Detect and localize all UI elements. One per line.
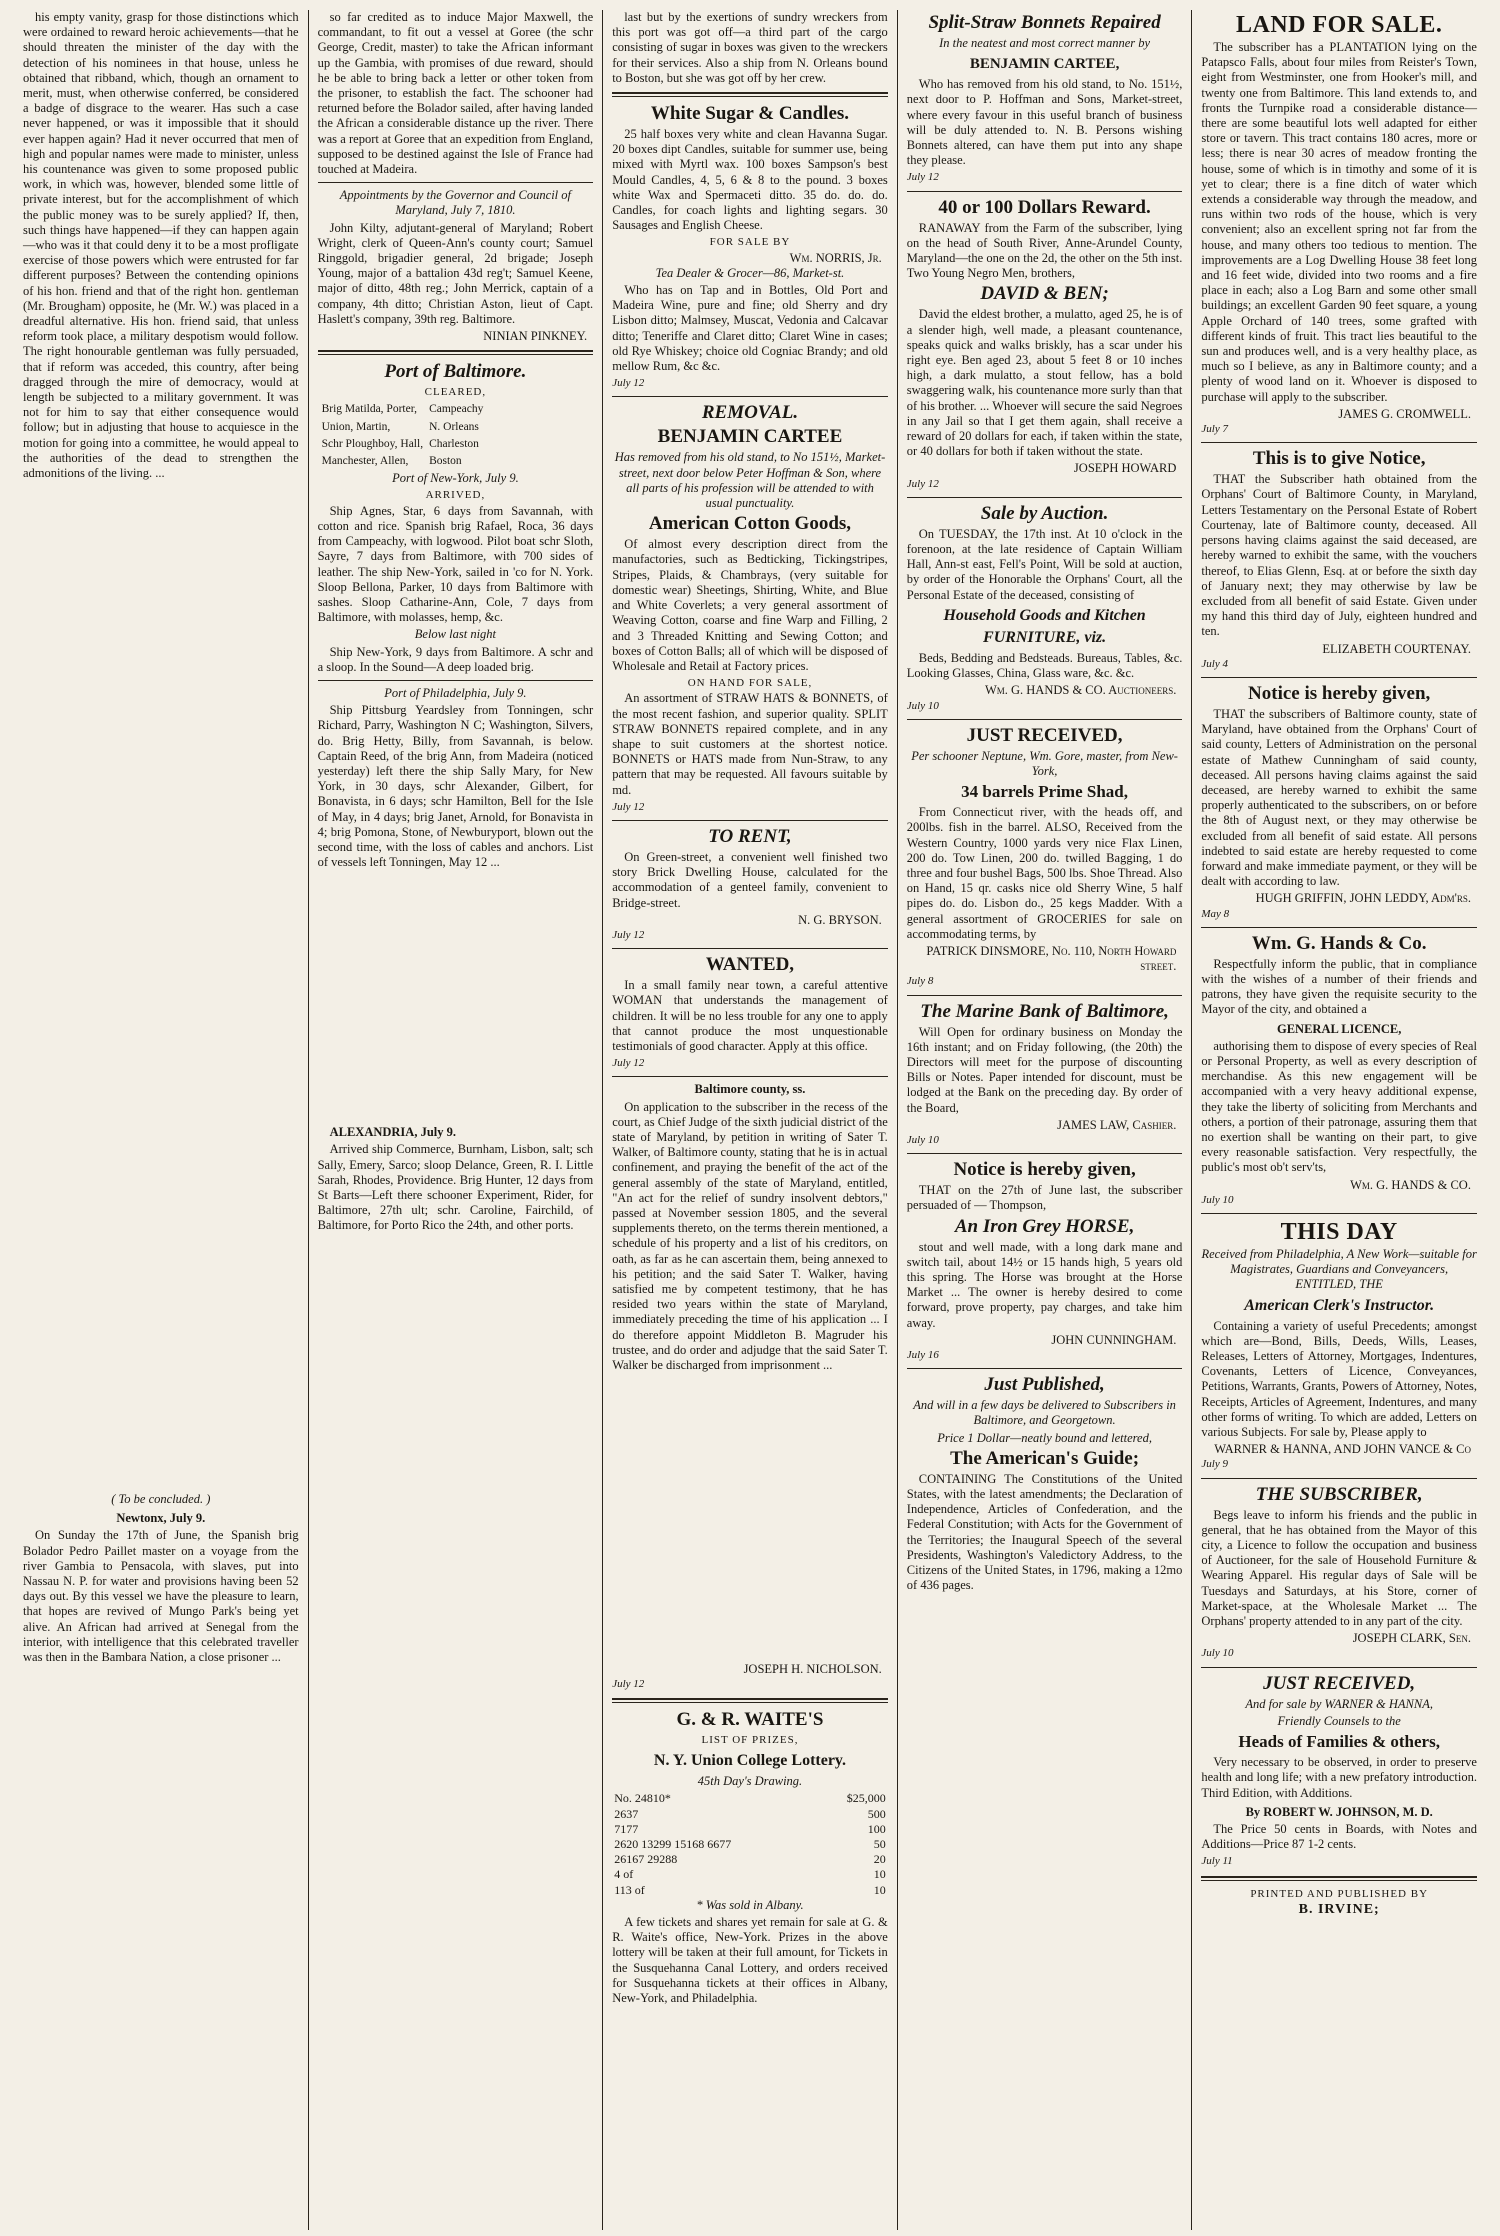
ad-date (612, 800, 888, 815)
cleared-vessels-table (318, 400, 488, 471)
arrived-label: ARRIVED, (425, 489, 486, 502)
lottery-subtitle: LIST OF PRIZES, (701, 1733, 799, 1746)
removal-name: BENJAMIN CARTEE (657, 426, 843, 448)
lottery-note: * Was sold in Albany. (696, 1897, 804, 1912)
divider (612, 1698, 888, 1703)
land-signature: JAMES G. CROMWELL. (1338, 406, 1471, 421)
divider (318, 182, 594, 183)
vessel-destination: Charleston (429, 437, 479, 450)
vessel-name: Schr Ploughboy, Hall, (321, 437, 424, 450)
column-grid (14, 10, 1486, 2230)
ad-date (1201, 657, 1477, 672)
lottery-day: 45th Day's Drawing. (697, 1774, 803, 1789)
ad-date (612, 928, 888, 943)
hands-body: Respectfully inform the public, that in compliance with the wishes of a number of their friends and patrons, they have given the requisite security to the Mayor of the city, and obtained a (1201, 956, 1477, 1017)
appointments-signature: NINIAN PINKNEY. (483, 329, 588, 344)
prize-number: No. 24810* (614, 1791, 671, 1806)
appointments-body: John Kilty, adjutant-general of Maryland; Robert Wright, clerk of Queen-Ann's county court; Samuel Ringgold, brigadier general, 2d brigade; Joseph Young, major of a battalion 43d reg't; Samuel Keene, major of ditto, 48th reg.; John Merrick, captain of a company, 4th ditto; Christian Aston, lieut of Capt. Haslett's company, 39th reg. Baltimore. (317, 220, 594, 326)
divider (1201, 927, 1477, 928)
table-row (612, 1883, 888, 1898)
vessel-destination: Boston (429, 455, 462, 468)
vessel-destination: Campeachy (429, 403, 484, 416)
reward-body: RANAWAY from the Farm of the subscriber, lying on the head of South River, Anne-Arundel County, Maryland—the one on the 2d, the other on the 5th inst. Two Young Negro Men, brothers, (906, 220, 1183, 281)
ad-date (612, 1677, 888, 1692)
horse-signature: JOHN CUNNINGHAM. (1051, 1332, 1177, 1347)
this-day-title: THIS DAY (1280, 1219, 1398, 1246)
ad-date-text: July 12 (612, 800, 645, 813)
reward-names: DAVID & BEN; (980, 283, 1109, 305)
marine-bank-title: The Marine Bank of Baltimore, (920, 1000, 1169, 1022)
printer-name: B. IRVINE; (1298, 1901, 1380, 1917)
table-row (612, 1807, 888, 1822)
on-hand-label: ON HAND FOR SALE, (687, 677, 813, 690)
just-received-body: From Connecticut river, with the heads off, and 200lbs. fish in the barrel. ALSO, Received from the Western Country, 1000 yards very nice Flax Linen, 200 do. Tow Linen, 200 do. twilled Bagging, 1 do three and four bushel Bags, 500 lbs. Shoe Thread. Also on Hand, 15 qr. casks nice old Sherry Wine, 5 half pipes do. do. Lisbon do., 25 kegs Madder. With a general assortment of GROCERIES for sale on accommodating terms, by (906, 805, 1183, 941)
prize-amount: 20 (873, 1852, 886, 1867)
alexandria-body: Arrived ship Commerce, Burnham, Lisbon, salt; sch Sally, Emery, Sarco; sloop Delance, Green, R. I. Little Sarah, Rhodes, Providence. Brig Hunter, 12 days from St Barts—Left there schooner Experiment, Rider, for Baltimore, 27th ult; schr. Caroline, Fairchild, of Baltimore, for Porto Rico the 24th, and other ports. (317, 1142, 594, 1233)
divider (1201, 1213, 1477, 1214)
prize-number: 2637 (614, 1806, 639, 1821)
cotton-goods-body: Of almost every description direct from the manufactories, such as Bedticking, Tickingstripes, Stripes, Plaids, & Chambrays, (very suitable for domestic wear) Sheetings, Shirting, White, and Blue and White Coverlets; a very general assortment of Weaving Cotton, coarse and fine Warp and Filling, 2 and 3 Threaded Knitting and Sewing Cotton; and boxes of Cotton Balls; all of which will be disposed of Wholesale and Retail at Factory prices. (612, 537, 888, 673)
ad-date-text: July 4 (1201, 657, 1228, 670)
just-received-2-subtitle: And for sale by WARNER & HANNA, (1245, 1696, 1433, 1711)
column-1 (14, 10, 308, 2230)
ad-date-text: July 7 (1201, 423, 1228, 436)
divider (1201, 1478, 1477, 1479)
sugar-signature: Wm. NORRIS, Jr. (789, 250, 882, 265)
vessel-name: Manchester, Allen, (321, 455, 409, 468)
to-rent-signature: N. G. BRYSON. (798, 912, 882, 927)
bonnets-title: Split-Straw Bonnets Repaired (928, 12, 1161, 33)
just-received-2-body: Very necessary to be observed, in order to preserve health and long life; with a new prefatory introduction. Third Edition, with Additions. (1201, 1755, 1477, 1800)
ad-date-text: July 8 (906, 975, 934, 988)
just-published-subtitle: And will in a few days be delivered to Subscribers in Baltimore, and Georgetown. (913, 1398, 1176, 1428)
just-received-subtitle: Per schooner Neptune, Wm. Gore, master, from New-York, (911, 748, 1178, 778)
parliament-article-body: his empty vanity, grasp for those distinctions which were ordained to reward heroic achievements—that he should threaten the minister of the day with the detection of his nominees in that house, unless he obtained that ribband, which, though an ornament to merit, must, when otherwise conferred, be considered a badge of disgrace to the wearer. Has such a case never happened, or was it impossible that it should ever happen again? Had it never occurred that men of high and popular names were made to minister, unless his countenance was given to some proposed public work, in which was, however, blended some little of private interest, but for the accomplishment of which the public money was to be surely applied? If, then, such things have happened—if they can happen again—who was it that could deny it to be a most profligate exercise of those powers which were entrusted for far different purposes? Between the contending opinions of his hon. friend and that of the right hon. gentleman (Mr. Brougham) opposite, he (Mr. W.) was placed in a dreadful alternative. His hon. friend said, that unless reform took place, a military despotism would follow. The right honourable gentleman was fully persuaded, that if reform was acceded, this country, after being dragged through the mire of democracy, would at length be subjected to a military government. It was not for him to say that either consequence would follow; but in adjusting that house to acquiesce in the motion for going into a committee, he would appeal to the authorities of the dead to strengthen the admonitions of the living. ... (23, 10, 299, 481)
column-3 (603, 10, 897, 2230)
prize-number: 26167 29288 (614, 1852, 678, 1867)
auction-title: Sale by Auction. (980, 502, 1109, 524)
divider (907, 191, 1183, 192)
subscriber-signature: JOSEPH CLARK, Sen. (1352, 1631, 1471, 1646)
marine-bank-signature: JAMES LAW, Cashier. (1057, 1117, 1177, 1132)
court-notice-body: On application to the subscriber in the recess of the court, as Chief Judge of the sixth judicial district of the state of Maryland, by petition in writing of Sater T. Walker, of Baltimore county, stating that he is in actual confinement, and praying the benefit of the act of the general assembly of the state of Maryland, entitled, "An act for the relief of sundry insolvent debtors," passed at November session 1805, and the several supplements thereto, on the terms therein mentioned, a schedule of his property and a list of his creditors, on oath, as far as he can ascertain them, being annexed to his petition; and the said Sater T. Walker, having satisfied me by competent testimony, that he has resided two years within the state of Maryland, immediately preceding the time of his application ... I do therefore appoint Middleton B. Magruder his trustee, and do order and adjudge that the said Sater T. Walker be discharged from imprisonment ... (612, 1099, 888, 1373)
for-sale-label: FOR SALE BY (709, 236, 791, 249)
just-published-price: Price 1 Dollar—neatly bound and lettered, (937, 1430, 1152, 1445)
sugar-tail: Who has on Tap and in Bottles, Old Port and Madeira Wine, pure and fine; old Sherry and dry Lisbon ditto; Malmsey, Muscat, Vedonia and Calcavar ditto; Teneriffe and Claret ditto; Claret Wine in cases; old Rye Whiskey; choice old Cogniac Brandy; and old mellow Rum, &c &c. (612, 283, 888, 374)
ad-date-text: July 10 (906, 1133, 939, 1146)
ad-date-text: July 12 (612, 1057, 645, 1070)
to-rent-title: TO RENT, (708, 825, 792, 847)
wanted-title: WANTED, (705, 954, 795, 976)
just-published-title: Just Published, (984, 1374, 1105, 1396)
below-body: Ship New-York, 9 days from Baltimore. A schr and a sloop. In the Sound—A deep loaded brig. (317, 644, 594, 674)
ad-date-text: July 16 (906, 1349, 939, 1361)
ad-date (1201, 1854, 1477, 1869)
ad-date (907, 170, 1183, 185)
ad-date (907, 1133, 1183, 1148)
divider (612, 92, 888, 97)
ad-date (907, 477, 1183, 492)
divider (318, 680, 594, 681)
table-row (320, 454, 486, 469)
just-received-title: JUST RECEIVED, (966, 724, 1123, 746)
prize-table (612, 1791, 888, 1897)
lottery-body: A few tickets and shares yet remain for sale at G. & R. Waite's office, New-York. Prizes in the above lottery will be taken at their full amount, for Tickets in the Susquehanna Canal Lottery, and orders received for Susquehanna tickets at their offices in Albany, New-York, and Philadelphia. (612, 1915, 888, 2006)
divider (1201, 442, 1477, 443)
divider (1201, 1667, 1477, 1668)
below-label: Below last night (414, 627, 497, 642)
divider (907, 1368, 1183, 1369)
prize-number: 2620 13299 15168 6677 (614, 1837, 732, 1851)
court-signature: JOSEPH H. NICHOLSON. (743, 1661, 882, 1676)
ad-date-text: July 12 (906, 171, 939, 184)
heads-of-families-heading: Heads of Families & others, (1238, 1732, 1440, 1752)
prize-amount: 10 (873, 1867, 886, 1882)
divider (612, 396, 888, 397)
divider (1201, 677, 1477, 678)
auction-signature: Wm. G. HANDS & CO. Auctioneers. (984, 683, 1177, 698)
ad-date (1201, 1646, 1477, 1661)
notice-courtenay-title: This is to give Notice, (1252, 448, 1426, 470)
land-for-sale-body: The subscriber has a PLANTATION lying on the Patapsco Falls, about four miles from Reister's Town, eight from Westminster, one from Hooker's mill, and twenty one from Baltimore. This land extends to, and fronts the Turnpike road a considerable distance—there are some beautiful lots well adapted for either store or tavern. This tract contains 180 acres, more or less; there is near 30 acres of meadow fronting the house, some of which is in timothy and some of it is yet to clear; there is a fine ditch of water which extends a considerable way through the meadow, and runs within two rods of the house, which is very convenient; also an excellent spring not far from the house, and many others too tedious to mention. The improvements are a Log Dwelling House 38 feet long and 16 feet wide, divided into two rooms and a fire place in each; also a Log Barn and some other small buildings; an excellent Garden 90 feet square, a young Apple Orchard of 140 trees, some grafted with different kinds of fruit. This tract lies beautiful to the sun and produces well, and is a very healthy place, as much so I believe, as any in Baltimore county; and a plenty of wood land on it. Whoever is disposed to purchase will apply to the subscriber. (1201, 40, 1477, 404)
reward-body-2: David the eldest brother, a mulatto, aged 25, he is of a slender high, well made, a pleasant countenance, speaks quick and walks briskly, has a scar under his right eye. Ben aged 23, about 5 feet 8 or 10 inches high, a dark mulatto, a stout fellow, has a bold swaggering walk, his countenance more surly than that of his brother. ... Whoever will secure the said Negroes in any Jail so that I get them again, shall receive a reward of 20 dollars for each, if taken within the state, or 40 dollars for both if taken without the state. (906, 307, 1183, 459)
vessel-destination: N. Orleans (429, 420, 479, 433)
just-received-2-subtitle-2: Friendly Counsels to the (1277, 1713, 1401, 1728)
table-row (612, 1852, 888, 1867)
subscriber-title: THE SUBSCRIBER, (1255, 1483, 1423, 1505)
ad-date (612, 376, 888, 391)
alexandria-title: ALEXANDRIA, July 9. (329, 1125, 456, 1140)
table-row (612, 1867, 888, 1882)
prize-amount: 50 (873, 1837, 886, 1851)
table-row (320, 420, 486, 435)
vessel-name: Brig Matilda, Porter, (321, 403, 417, 416)
article-continued-note: ( To be concluded. ) (111, 1492, 211, 1506)
divider (907, 719, 1183, 720)
ad-date (1201, 1193, 1477, 1208)
ad-date-text: July 12 (612, 377, 645, 390)
americans-guide-title: The American's Guide; (950, 1447, 1140, 1469)
this-day-signature: WARNER & HANNA, AND JOHN VANCE & Co (1214, 1442, 1471, 1457)
to-rent-body: On Green-street, a convenient well finished two story Brick Dwelling House, calculated for the accommodation of a genteel family, convenient to Bridge-street. (612, 849, 888, 910)
general-licence-heading: GENERAL LICENCE, (1277, 1021, 1402, 1036)
removal-subtitle: Has removed from his old stand, to No 151½, Market-street, next door below Peter Hoffman & Son, where all parts of his profession will be attended to with usual punctuality. (614, 450, 886, 511)
notice-cunningham-body: THAT the subscribers of Baltimore county, state of Maryland, have obtained from the Orphans' Court of said county, Letters of Administration on the personal estate of Mathew Cunningham of said county, deceased. All persons having claims against the said deceased, are hereby warned to exhibit the same properly authenticated to the subscribers, on or before the 8th of August next, or they may otherwise be excluded from all benefit of said estate. All persons indebted to said estate are hereby requested to come forward and make immediate payment, or they will be dealt with according to law. (1201, 706, 1477, 889)
divider (612, 948, 888, 949)
port-philadelphia-title: Port of Philadelphia, July 9. (384, 685, 527, 700)
bonnets-body: Who has removed from his old stand, to No. 151½, next door to P. Hoffman and Sons, Market-street, where every favour in this useful branch of business will be duly attended to. N. B. Persons wishing Bonnets altered, can have them put into any shape they please. (906, 77, 1183, 168)
marine-bank-body: Will Open for ordinary business on Monday the 16th instant; and on Friday following, (the 20th) the Directors will meet for the purpose of discounting Bills or Notes. Paper intended for discount, must be lodged at the Bank on the preceding day. By order of the Board, (906, 1024, 1183, 1115)
divider (612, 1076, 888, 1077)
ad-date-text: May 8 (1201, 907, 1230, 920)
sugar-candles-body: 25 half boxes very white and clean Havanna Sugar. 20 boxes dipt Candles, suitable for summer use, being mixed with Myrtl wax. 100 boxes Sampson's best Mould Candles, 4, 5, 6 & 8 to the pound. 3 boxes white Wax and Spermaceti ditto. 35 do. do. do. Candles, for coach lights and lighting segars. 30 Sausages and English Cheese. (612, 127, 888, 233)
prize-number: 4 of (614, 1867, 634, 1882)
ad-date (1201, 907, 1477, 922)
table-row (612, 1837, 888, 1852)
table-row (612, 1791, 888, 1806)
table-row (320, 437, 486, 452)
printer-label: PRINTED AND PUBLISHED BY (1250, 1887, 1429, 1900)
prize-number: 113 of (614, 1882, 645, 1897)
shad-heading: 34 barrels Prime Shad, (961, 782, 1128, 802)
prize-number: 7177 (614, 1821, 639, 1836)
author-line: By ROBERT W. JOHNSON, M. D. (1245, 1804, 1433, 1819)
land-for-sale-title: LAND FOR SALE. (1235, 12, 1443, 38)
just-received-signature: PATRICK DINSMORE, No. 110, North Howard street. (926, 943, 1177, 974)
clerks-instructor-title: American Clerk's Instructor. (1244, 1296, 1435, 1314)
ad-date (907, 1348, 1183, 1363)
notice-courtenay-signature: ELIZABETH COURTENAY. (1322, 641, 1471, 656)
column-2 (309, 10, 603, 2230)
bonnets-name: BENJAMIN CARTEE, (969, 56, 1120, 73)
just-received-2-title: JUST RECEIVED, (1263, 1672, 1416, 1694)
auction-body: On TUESDAY, the 17th inst. At 10 o'clock in the forenoon, at the late residence of Captain William Hall, Ann-st east, Fell's Point, Will be sold at auction, by order of the Honorable the Orphans' Court, all the Personal Estate of the deceased, consisting of (906, 526, 1183, 602)
newyork-arrivals: Ship Agnes, Star, 6 days from Savannah, with cotton and rice. Spanish brig Rafael, Roca, 36 days from Campeachy, with logwood. Pilot boat schr Sloth, Sayre, 7 days from Baltimore, with 700 sides of leather. The ship New-York, sailed in 'co for N. York. Sloop Bellona, Parker, 10 days from Baltimore with sashes. Sloop Catharine-Ann, Cole, 7 days from Baltimore, with molasses, hemp, &c. (317, 503, 594, 625)
americans-guide-body: CONTAINING The Constitutions of the United States, with the latest amendments; the Declaration of Independence, Articles of Confederation, and the Federal Constitution; with Acts for the Government of the Territories; the Inaugural Speech of the several Presidents, Washington's Valedictory Address, to the Citizens of the United States, in 1796, making a 12mo of 436 pages. (906, 1471, 1183, 1593)
divider (1201, 1876, 1477, 1881)
column-5 (1192, 10, 1486, 2230)
ad-date-text: July 10 (1201, 1647, 1234, 1660)
court-notice-title: Baltimore county, ss. (694, 1082, 806, 1097)
vessel-name: Union, Martin, (321, 420, 391, 433)
notice-cunningham-signature: HUGH GRIFFIN, JOHN LEDDY, Adm'rs. (1255, 891, 1471, 906)
horse-notice-title: Notice is hereby given, (953, 1159, 1136, 1181)
on-hand-body: An assortment of STRAW HATS & BONNETS, of the most recent fashion, and superior quality. SPLIT STRAW BONNETS repaired complete, and in any shape to suit customers at the shortest notice. BONNETS or HATS made from Nun-Straw, to any pattern that may be requested. All favours suitable by md. (612, 691, 888, 797)
prize-amount: 500 (867, 1806, 886, 1821)
ad-date (1201, 422, 1477, 437)
news-dateline: Newtonx, July 9. (116, 1511, 206, 1526)
philadelphia-body: Ship Pittsburg Yeardsley from Tonningen, schr Richard, Parry, Washington N C; Washington, Silvers, do. Brig Hetty, Billy, from Savannah, is below. Captain Reed, of the brig Ann, from Madeira (noticed yesterday) left there the ship Sally Mary, for New York, in 30 days, schr Alexander, Gilbert, for Bonavista, in 6 days; schr Hamilton, Bell for the Isle of May, in 4 days; brig Janet, Arnold, for Bonavista in 4; brig Pomona, Stone, of Newburyport, blown out the second time, with the loss of cables and anchors. List of vessels left Tonningen, May 12 ... (317, 703, 594, 870)
ad-date-text: July 11 (1201, 1855, 1233, 1868)
appointments-title: Appointments by the Governor and Council of Maryland, July 7, 1810. (339, 188, 571, 218)
hands-body-2: authorising them to dispose of every species of Real or Personal Property, as well as every description of merchandise. As this new engagement will be accompanied with a very heavy additional expense, they take the liberty of soliciting from Merchants and others, a portion of their patronage, assuring them that no exertion shall be wanting on their part, to give every reasonable satisfaction. Very respectfully, the public's most ob't serv'ts, (1201, 1038, 1477, 1175)
subscriber-body: Begs leave to inform his friends and the public in general, that he has obtained from the Mayor of this city, a Licence to follow the occupation and business of Auctioneer, for the sale of Household Furniture & Wearing Apparel. His regular days of Sale will be Tuesdays and Saturdays, at his Store, corner of Market-space, at the Wholesale Market ... The Orphans' property attended to in any part of the city. (1201, 1507, 1477, 1629)
bonnets-subtitle: In the neatest and most correct manner by (939, 36, 1151, 50)
notice-courtenay-body: THAT the Subscriber hath obtained from the Orphans' Court of Baltimore County, in Maryland, Letters Testamentary on the Personal Estate of Robert Courtenay, late of Baltimore county, deceased. All persons having claims against the said deceased, are hereby warned to exhibit the same, with the vouchers thereof, to Elias Glenn, Esq. at or before the sixth day of January next; they may otherwise by law be excluded from all benefit of said Estate. Given under my hand this third day of July, eighteen hundred and ten. (1201, 472, 1477, 639)
sugar-signature-title: Tea Dealer & Grocer—86, Market-st. (655, 265, 845, 280)
prize-amount: 100 (867, 1821, 886, 1836)
auction-list: Beds, Bedding and Bedsteads. Bureaus, Tables, &c. Looking Glasses, China, Glass ware, &c. &c. (906, 650, 1183, 681)
wanted-body: In a small family near town, a careful attentive WOMAN that understands the management of children. It will be no less trouble for any one to apply that cannot produce the most unquestionable testimonials of good character. Apply at this office. (612, 978, 888, 1053)
ad-date-text: July 10 (1201, 1193, 1234, 1206)
ad-date (907, 699, 1183, 714)
ad-date-text: July 10 (906, 699, 939, 712)
divider (907, 995, 1183, 996)
price-line: The Price 50 cents in Boards, with Notes and Additions—Price 87 1-2 cents. (1201, 1821, 1477, 1852)
divider (907, 1153, 1183, 1154)
divider (318, 350, 594, 355)
prize-amount: 10 (873, 1882, 886, 1897)
port-newyork-title: Port of New-York, July 9. (392, 471, 519, 486)
this-day-subtitle: Received from Philadelphia, A New Work—suitable for Magistrates, Guardians and Conveyancers, ENTITLED, THE (1201, 1247, 1477, 1292)
horse-notice-body: THAT on the 27th of June last, the subscriber persuaded of — Thompson, (906, 1183, 1183, 1213)
lottery-title: G. & R. WAITE'S (676, 1708, 824, 1730)
removal-title: REMOVAL. (701, 402, 799, 424)
divider (907, 497, 1183, 498)
reward-title: 40 or 100 Dollars Reward. (938, 196, 1151, 218)
table-row (612, 1822, 888, 1837)
ad-date-text: July 9 (1201, 1458, 1228, 1471)
ad-date (1201, 1457, 1477, 1472)
cleared-label: CLEARED, (424, 386, 487, 399)
news-body: On Sunday the 17th of June, the Spanish brig Bolador Pedro Paillet master on a voyage from the river Gambia to Pensacola, with slaves, put into Nassau N. P. for water and provisions having been 52 days out. By this vessel we have the pleasure to learn, that hopes are revived of Mungo Park's being yet alive. An African had arrived at Senegal from the interior, with intelligence that this celebrated traveller was then in the Bambara Nation, a close prisoner ... (23, 1528, 299, 1665)
column-4 (898, 10, 1192, 2230)
sugar-candles-title: White Sugar & Candles. (650, 103, 850, 125)
ad-date-text: July 12 (612, 928, 645, 941)
notice-cunningham-title: Notice is hereby given, (1248, 682, 1431, 704)
horse-notice-body-2: stout and well made, with a long dark mane and switch tail, about 14½ or 15 hands high, 5 years old this spring. The Horse was brought at the Horse Market ... The owner is hereby desired to come forward, prove property, pay charges, and take him away. (906, 1239, 1183, 1330)
reward-signature: JOSEPH HOWARD (1073, 461, 1177, 476)
ad-date-text: July 12 (612, 1677, 645, 1690)
divider (612, 820, 888, 821)
horse-name: An Iron Grey HORSE, (954, 1215, 1135, 1237)
cotton-goods-title: American Cotton Goods, (648, 513, 852, 535)
lottery-name: N. Y. Union College Lottery. (653, 1752, 847, 1770)
table-row (320, 402, 486, 417)
wreck-article-body: last but by the exertions of sundry wreckers from this port was got off—a third part of the cargo consisting of sugar in boxes was given to the wreckers for their services. Also a ship from N. Orleans bound to Boston, but she was got off by her crew. (612, 10, 888, 85)
ad-date (907, 974, 1183, 989)
ad-date-text: July 12 (906, 477, 939, 490)
auction-goods: Household Goods and Kitchen FURNITURE, viz. (943, 606, 1146, 646)
port-baltimore-title: Port of Baltimore. (384, 361, 527, 383)
hands-signature: Wm. G. HANDS & CO. (1350, 1177, 1471, 1192)
africa-article-body: so far credited as to induce Major Maxwell, the commandant, to fit out a vessel at Goree (the schr George, Credit, master) to take the African informant up the Gambia, with promises of due reward, should he be able to bring back a letter or other token from the prisoner, to establish the fact. The schooner had returned before the Bolador sailed, after having landed the African a considerable distance up the river. There was a report at Goree that an expedition from England, supposed to be destined against the Isle of France had touched at Madeira. (317, 10, 594, 177)
this-day-body: Containing a variety of useful Precedents; amongst which are—Bond, Bills, Deeds, Wills, Leases, Releases, Letters of Attorney, Mortgages, Indentures, Covenants, Letters of Licence, Conveyances, Petitions, Warrants, Grants, Powers of Attorney, Notes, Receipts, Articles of Agreement, Indentures, and many other forms of writing. To which are added, Letters on various Subjects. For sale by, Please apply to (1201, 1318, 1477, 1440)
prize-amount: $25,000 (846, 1791, 886, 1806)
ad-date (612, 1056, 888, 1071)
hands-title: Wm. G. Hands & Co. (1251, 932, 1427, 954)
